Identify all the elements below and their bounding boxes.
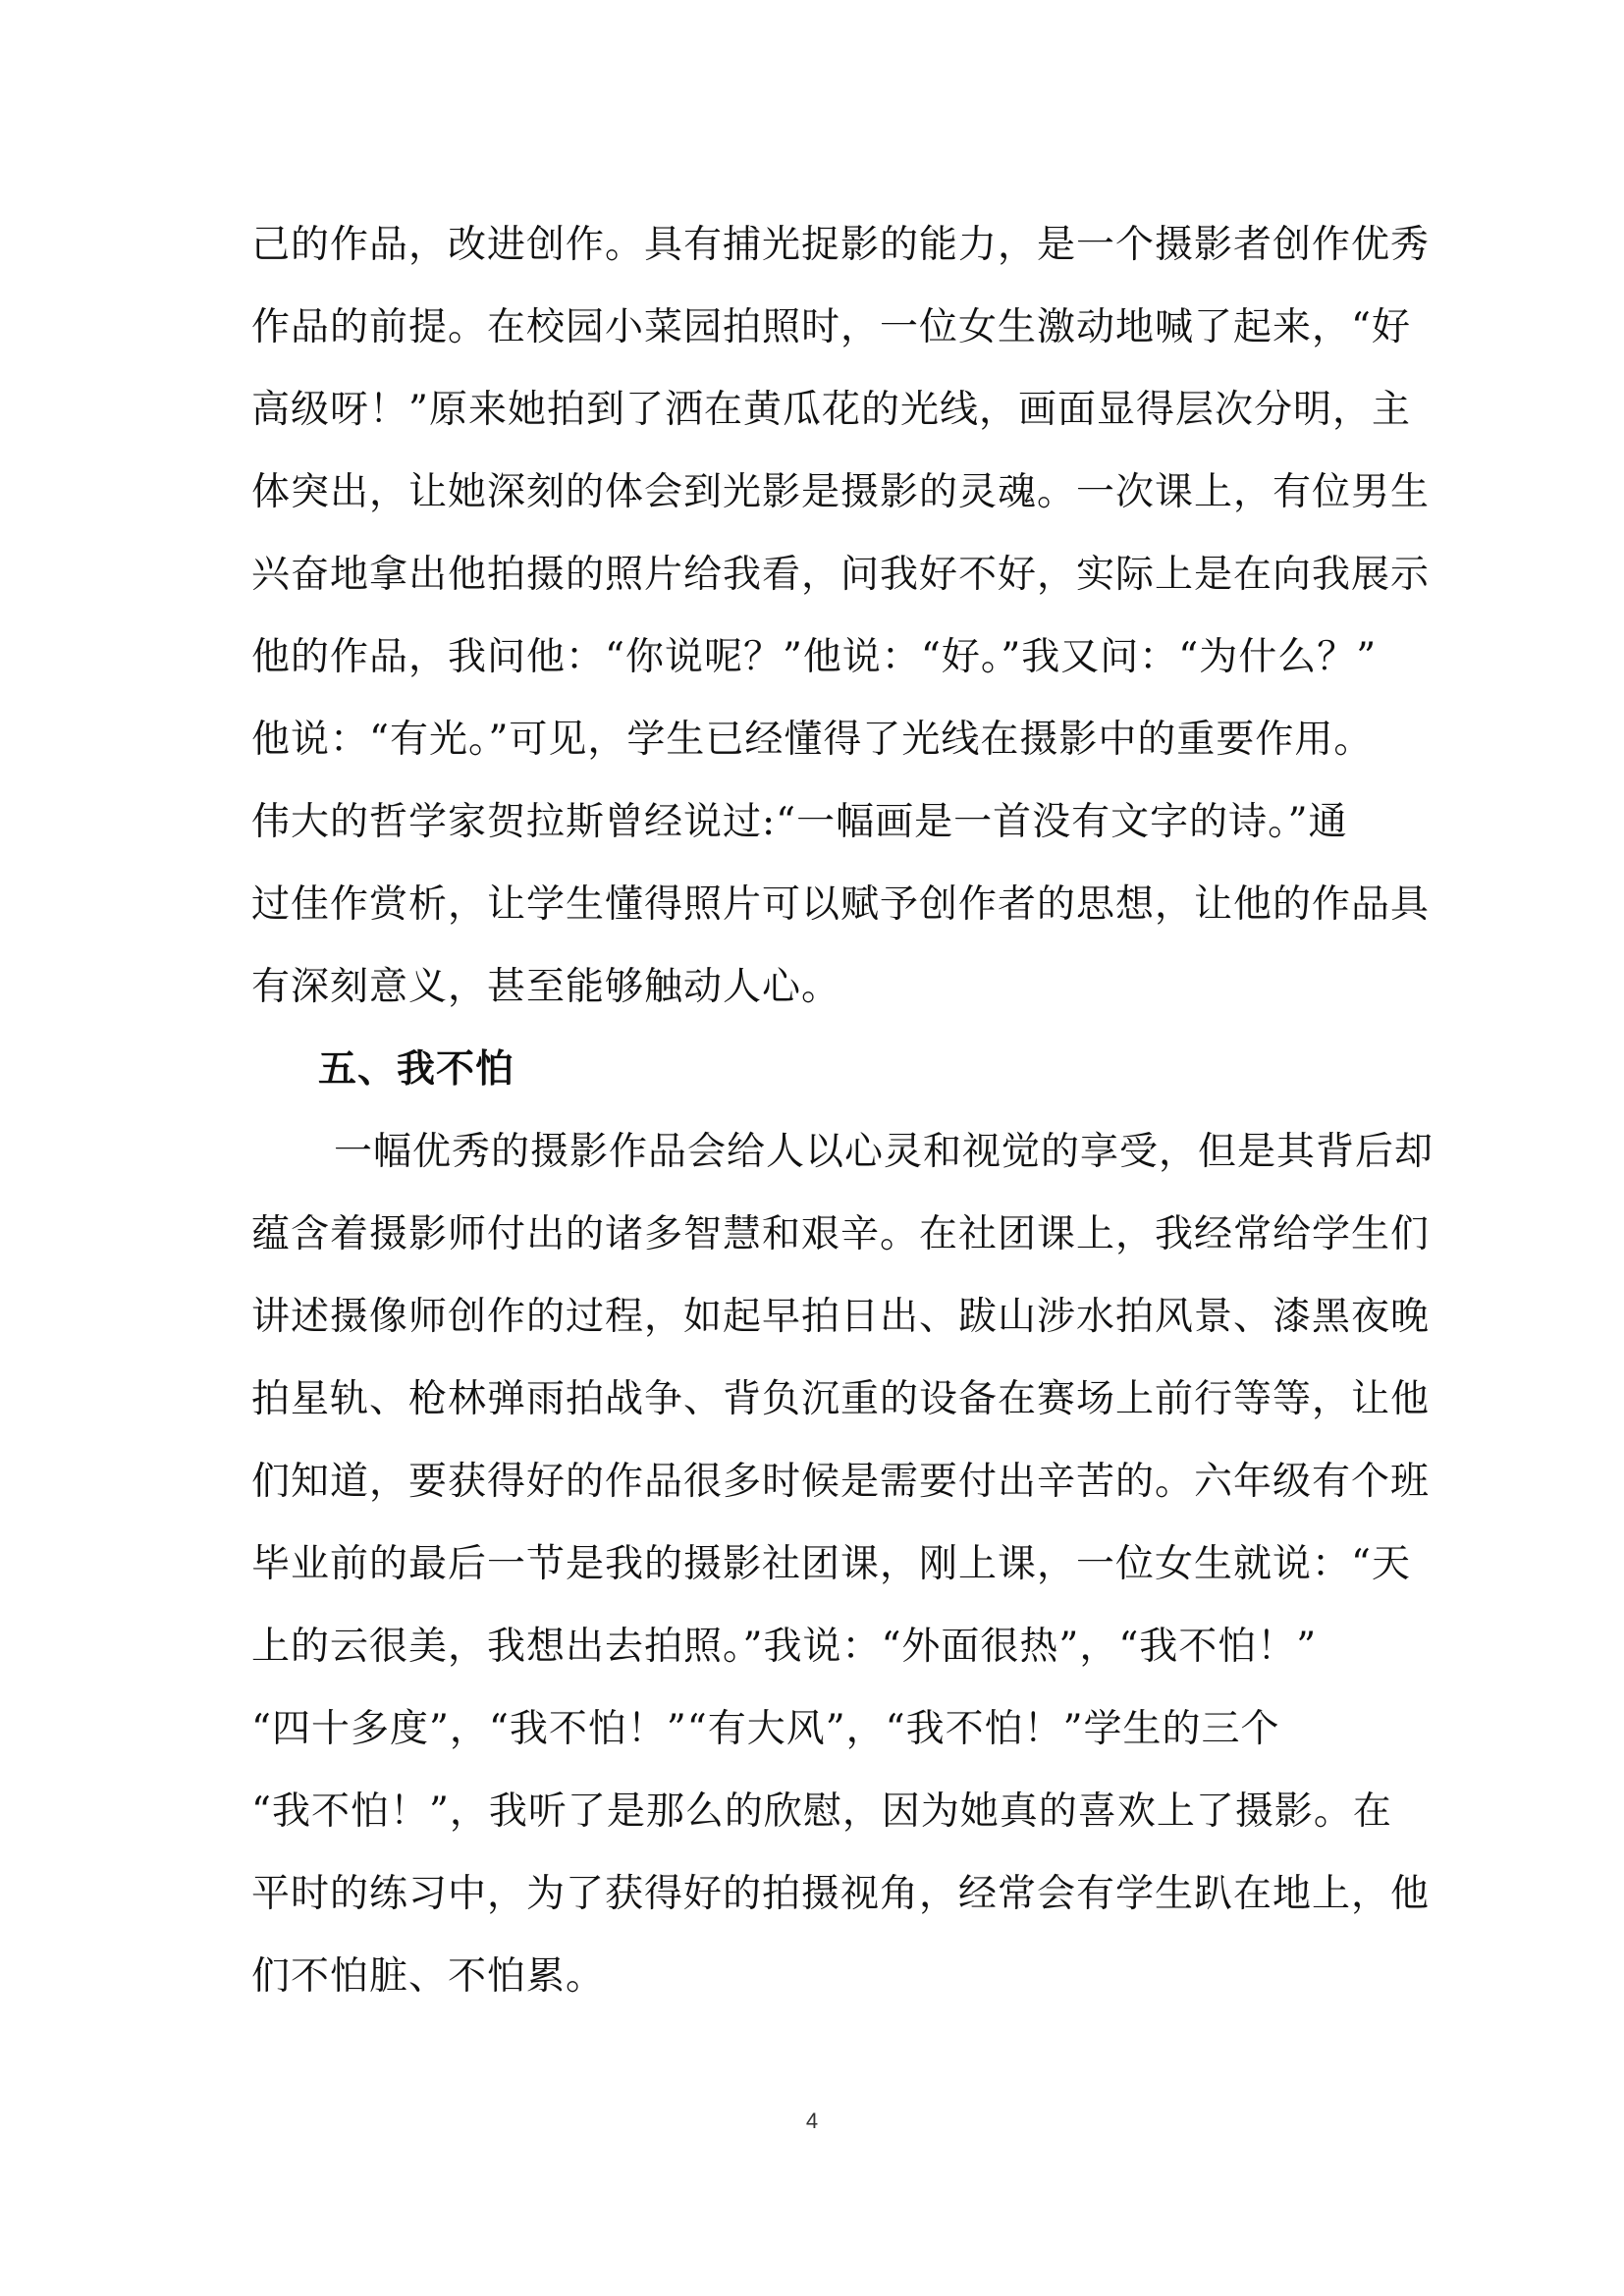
paragraph-first-line: 一幅优秀的摄影作品会给人以心灵和视觉的享受，但是其背后却 [334,1130,1435,1174]
paragraph-line: “四十多度”，“我不怕！”“有大风”，“我不怕！”学生的三个 [251,1707,1280,1751]
paragraph-line: 伟大的哲学家贺拉斯曾经说过:“一幅画是一首没有文字的诗。”通 [251,800,1348,844]
paragraph-line: 毕业前的最后一节是我的摄影社团课，刚上课，一位女生就说：“天 [251,1542,1411,1586]
page-number: 4 [805,2109,819,2133]
section-heading: 五、我不怕 [318,1047,515,1092]
paragraph-line: 作品的前提。在校园小菜园拍照时，一位女生激动地喊了起来，“好 [251,305,1411,349]
paragraph-line: 拍星轨、枪林弹雨拍战争、背负沉重的设备在赛场上前行等等，让他 [251,1377,1431,1421]
paragraph-line: 讲述摄像师创作的过程，如起早拍日出、跋山涉水拍风景、漆黑夜晚 [251,1295,1431,1339]
paragraph-line: 平时的练习中，为了获得好的拍摄视角，经常会有学生趴在地上，他 [251,1872,1431,1916]
paragraph-line: 他的作品，我问他：“你说呢？”他说：“好。”我又问：“为什么？” [251,635,1378,679]
paragraph-line: 过佳作赏析，让学生懂得照片可以赋予创作者的思想，让他的作品具 [251,882,1431,927]
paragraph-line: 蕴含着摄影师付出的诸多智慧和艰辛。在社团课上，我经常给学生们 [251,1212,1431,1256]
paragraph-line: “我不怕！”，我听了是那么的欣慰，因为她真的喜欢上了摄影。在 [251,1789,1392,1834]
paragraph-line: 有深刻意义，甚至能够触动人心。 [251,965,841,1009]
paragraph-line: 们知道，要获得好的作品很多时候是需要付出辛苦的。六年级有个班 [251,1460,1431,1504]
paragraph-line: 他说：“有光。”可见，学生已经懂得了光线在摄影中的重要作用。 [251,718,1374,762]
paragraph-line: 己的作品，改进创作。具有捕光捉影的能力，是一个摄影者创作优秀 [251,223,1431,267]
paragraph-line: 上的云很美，我想出去拍照。”我说：“外面很热”，“我不怕！” [251,1625,1318,1669]
paragraph-line: 兴奋地拿出他拍摄的照片给我看，问我好不好，实际上是在向我展示 [251,553,1431,597]
paragraph-line: 体突出，让她深刻的体会到光影是摄影的灵魂。一次课上，有位男生 [251,470,1431,514]
paragraph-line: 们不怕脏、不怕累。 [251,1954,606,1999]
paragraph-line: 高级呀！”原来她拍到了洒在黄瓜花的光线，画面显得层次分明，主 [251,388,1411,432]
